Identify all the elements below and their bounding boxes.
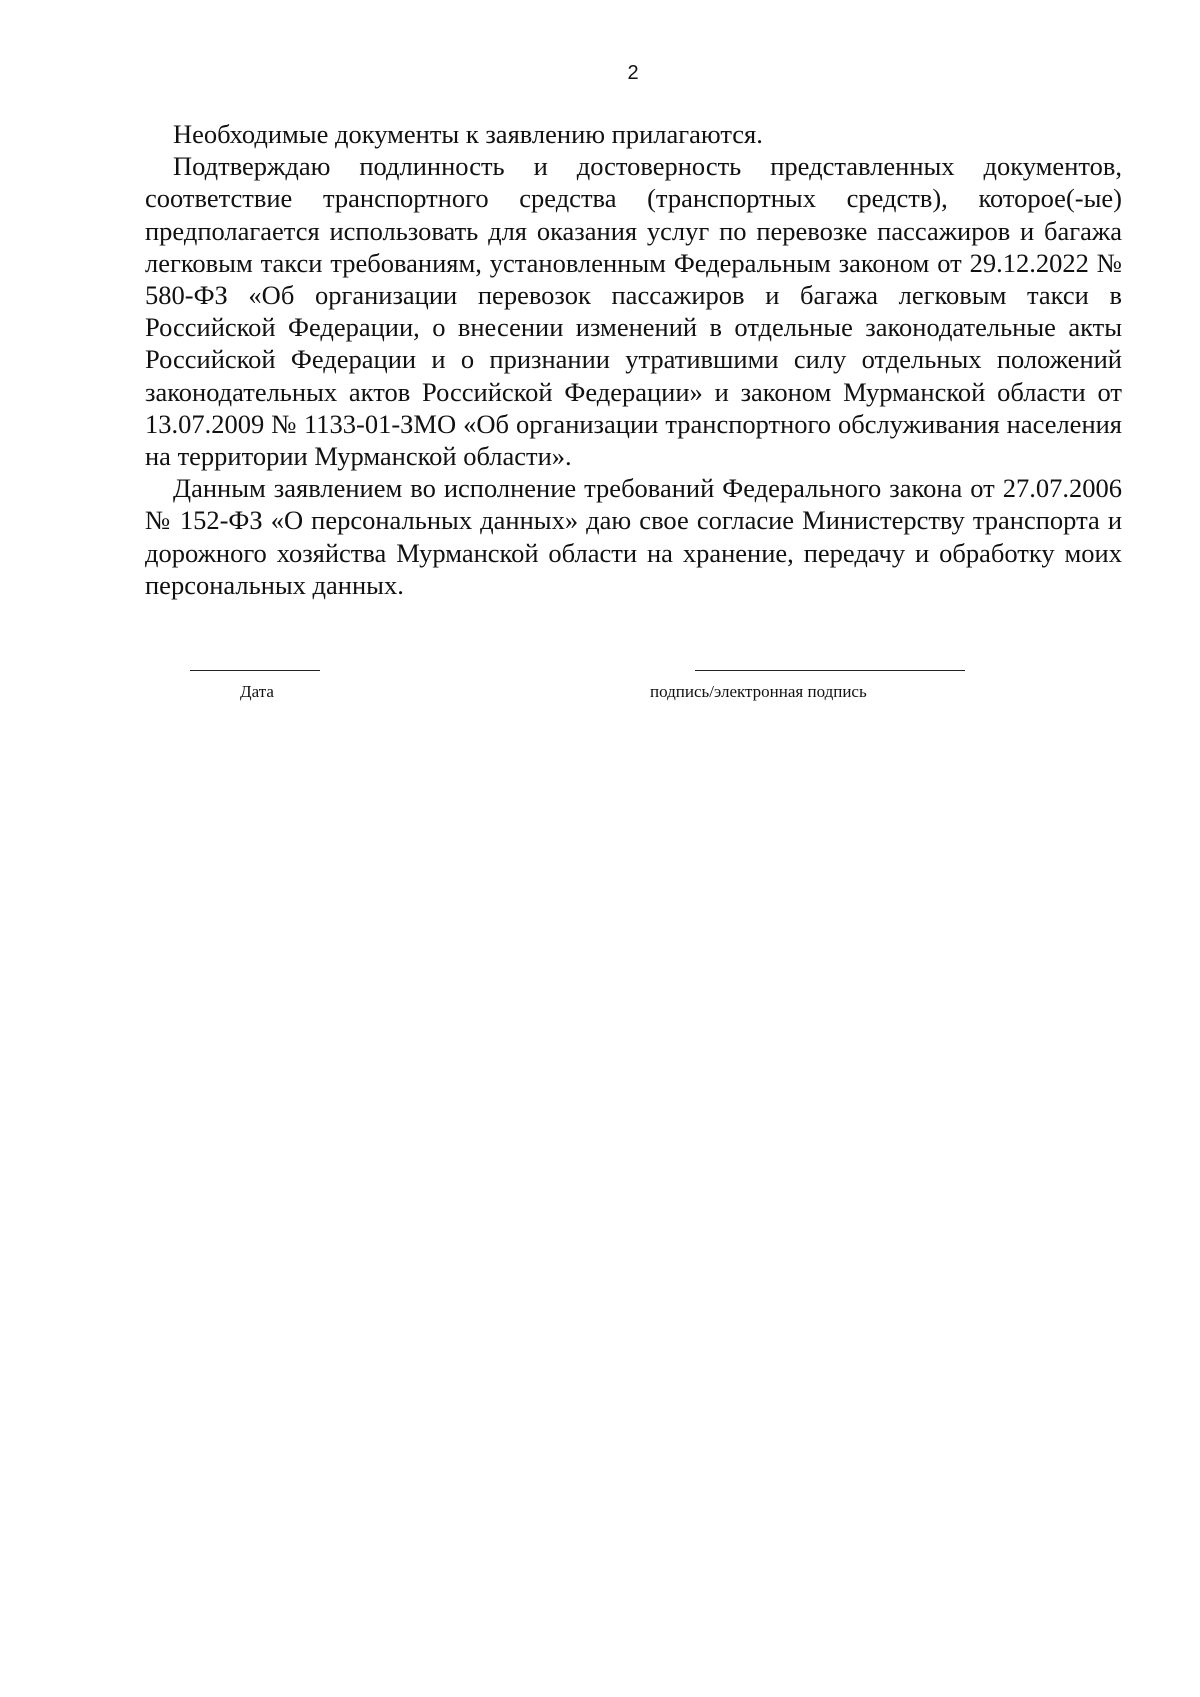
- paragraph-personal-data-consent: Данным заявлением во исполнение требований Федерального закона от 27.07.2006 № 152-ФЗ «О персональных данных» даю свое согласие Министерству транспорта и дорожного хозяйства Мурманской области на хранение, передачу и обработку моих персональных данных.: [145, 473, 1122, 600]
- page-number: 2: [627, 62, 639, 84]
- paragraph-documents-attached: Необходимые документы к заявлению прилагаются.: [173, 119, 763, 149]
- signature-label: подпись/электронная подпись: [650, 682, 867, 701]
- date-label: Дата: [240, 682, 274, 701]
- date-line: [190, 670, 320, 671]
- signature-line: [695, 670, 965, 671]
- signature-block: [0, 670, 1200, 710]
- paragraph-authenticity-confirmation: Подтверждаю подлинность и достоверность представленных документов, соответствие транспортного средства (транспортных средств), которое(-ые) предполагается использовать для оказания услуг по перевозке пассажиров и багажа легковым такси требованиям, установленным Федеральным законом от 29.12.2022 № 580-ФЗ «Об организации перевозок пассажиров и багажа легковым такси в Российской Федерации, о внесении изменений в отдельные законодательные акты Российской Федерации и о признании утратившими силу отдельных положений законодательных актов Российской Федерации» и законом Мурманской области от 13.07.2009 № 1133-01-ЗМО «Об организации транспортного обслуживания населения на территории Мурманской области».: [145, 151, 1122, 472]
- document-body: [145, 118, 1122, 601]
